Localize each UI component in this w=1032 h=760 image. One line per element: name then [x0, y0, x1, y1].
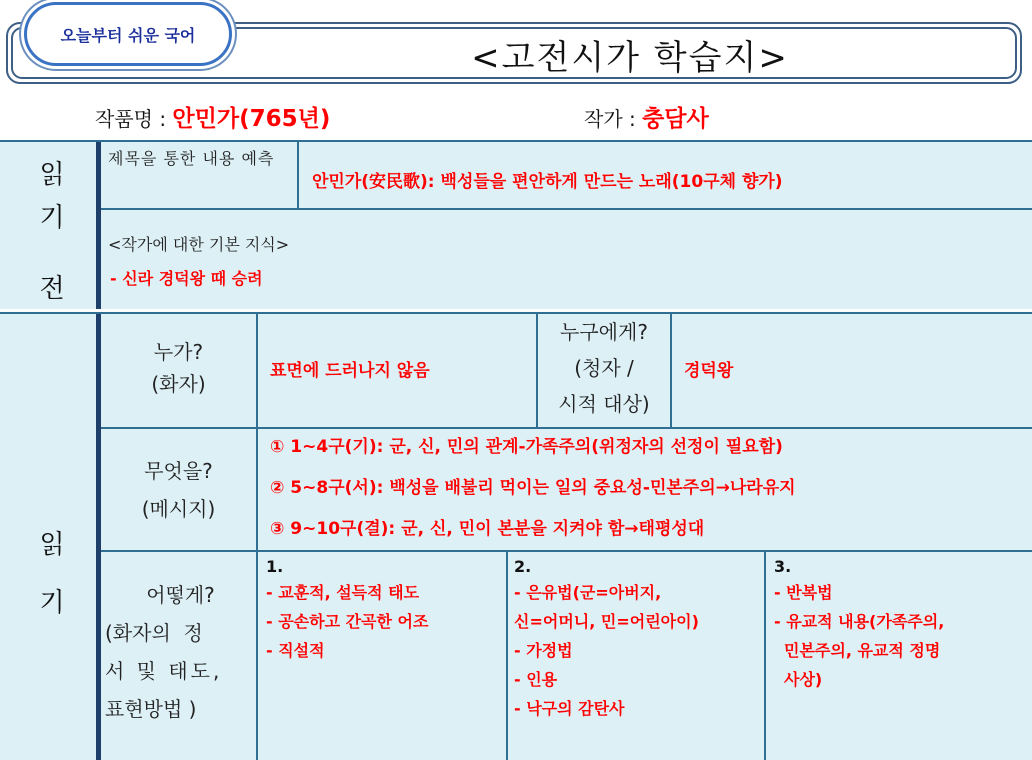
to-whom-label-line2: (청자 / [574, 356, 634, 380]
message-line-3: ③ 9~10구(결): 군, 신, 민이 본분을 지켜야 함→태평성대 [270, 519, 705, 539]
how-col3-item: 사상) [784, 670, 823, 689]
topic-column-divider [256, 314, 258, 760]
who-label-line1: 누가? [153, 340, 204, 364]
what-label-line1: 무엇을? [144, 459, 213, 483]
how-label-line1: 어떻게? [146, 583, 215, 607]
to-whom-label [538, 316, 670, 420]
author-knowledge-value: - 신라 경덕왕 때 승려 [110, 269, 263, 288]
who-label [101, 336, 256, 400]
author-name [584, 100, 709, 133]
work-name-value: 안민가(765년) [172, 106, 331, 132]
page-title: <고전시가 학습지> [471, 38, 789, 78]
table-top-line [0, 140, 1032, 142]
before-reading-label-2: 기 [39, 203, 65, 233]
predict-row-bottom [101, 208, 1032, 210]
label-column-divider-top [96, 142, 101, 309]
author-name-value: 충담사 [642, 106, 709, 132]
work-name-label: 작품명 : [95, 107, 173, 131]
who-label-line2: (화자) [151, 372, 206, 396]
reading-label-2: 기 [39, 588, 65, 618]
who-value: 표면에 드러나지 않음 [270, 361, 430, 381]
what-label [101, 455, 256, 525]
how-label-line4: 표현방법 ) [105, 697, 197, 721]
how-col2-item: - 은유법(군=아버지, [514, 583, 662, 602]
author-name-label: 작가 : [584, 107, 643, 131]
how-label [101, 576, 256, 728]
message-line-1: ① 1~4구(기): 군, 신, 민의 관계-가족주의(위정자의 선정이 필요함) [270, 437, 783, 457]
predict-label: 제목을 통한 내용 예측 [108, 149, 275, 168]
to-whom-value: 경덕왕 [684, 361, 734, 381]
how-column-divider-1 [506, 552, 508, 760]
how-col1-number: 1. [266, 557, 284, 576]
what-label-line2: (메시지) [141, 497, 216, 521]
what-row-bottom [101, 550, 1032, 552]
predict-divider [297, 142, 299, 208]
how-col3-item: - 반복법 [774, 583, 833, 602]
how-col2-item: - 인용 [514, 670, 558, 689]
how-col1-item: - 직설적 [266, 641, 325, 660]
series-tag: 오늘부터 쉬운 국어 [24, 2, 232, 66]
before-reading-label-1: 읽 [39, 160, 65, 190]
how-col3-number: 3. [774, 557, 792, 576]
how-col1-item: - 공손하고 간곡한 어조 [266, 612, 429, 631]
how-col2-item: 신=어머니, 민=어린아이) [514, 612, 699, 631]
how-column-2 [514, 556, 760, 756]
before-reading-label-3: 전 [39, 274, 65, 304]
who-row-bottom [101, 427, 1032, 429]
author-knowledge-label: <작가에 대한 기본 지식> [108, 235, 290, 254]
to-whom-label-line3: 시적 대상) [558, 392, 650, 416]
how-label-line3: 서 및 태도, [105, 659, 223, 683]
how-col2-item: - 가정법 [514, 641, 573, 660]
how-col1-item: - 교훈적, 설득적 태도 [266, 583, 420, 602]
how-label-line2: (화자의 정 [105, 621, 203, 645]
section-divider-line [0, 312, 1032, 314]
work-name [95, 100, 330, 133]
how-col3-item: - 유교적 내용(가족주의, [774, 612, 945, 631]
how-col2-item: - 낙구의 감탄사 [514, 699, 625, 718]
how-column-divider-2 [764, 552, 766, 760]
message-line-2: ② 5~8구(서): 백성을 배불리 먹이는 일의 중요성-민본주의→나라유지 [270, 478, 796, 498]
how-col3-item: 민본주의, 유교적 정명 [784, 641, 941, 660]
how-column-1 [266, 556, 502, 756]
to-whom-right-divider [670, 314, 672, 427]
how-column-3 [774, 556, 1028, 756]
to-whom-label-line1: 누구에게? [560, 320, 648, 344]
predict-value: 안민가(安民歌): 백성들을 편안하게 만드는 노래(10구체 향가) [312, 172, 783, 192]
how-col2-number: 2. [514, 557, 532, 576]
reading-label-1: 읽 [39, 530, 65, 560]
